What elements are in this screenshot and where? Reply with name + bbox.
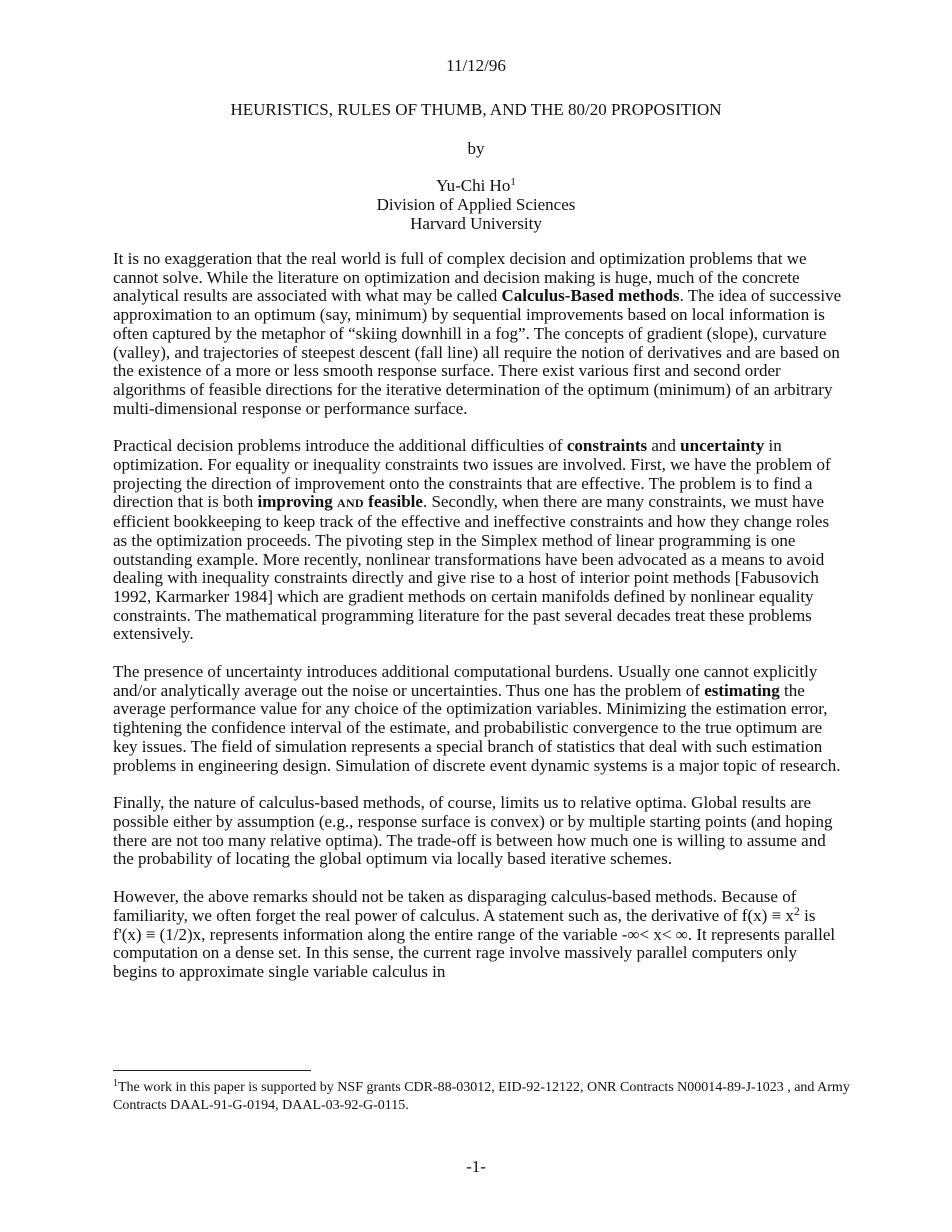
paragraph-4: Finally, the nature of calculus-based methods, of course, limits us to relative optima. Global results are possible either by assumption (e.g., response surface is convex) or by multiple starting points (and hoping there are not too many relative optima). The trade-off is between how much one is willing to assume and the probability of locating the global optimum via locally based iterative schemes.: [113, 793, 833, 869]
term-estimating: estimating: [704, 680, 780, 700]
term-calculus-based: Calculus-Based methods: [501, 286, 680, 306]
paragraph-5: However, the above remarks should not be taken as disparaging calculus-based methods. Because of familiarity, we often forget the real power of calculus. A statement such as, the derivative of $f(x) \equiv x^2$ is f'(x) ≡ (1/2)x, represents information along the entire range of the variable -∞< x< ∞. It represents parallel computation on a dense set. In this sense, the current rage involve massively parallel computers only begins to approximate single variable calculus in: [113, 887, 836, 981]
author-footnote-mark: 1: [510, 176, 516, 188]
term-and: AND: [337, 496, 364, 511]
footnote: [113, 1079, 883, 1115]
body-text: [113, 250, 845, 1001]
by-line: by: [467, 139, 485, 158]
term-feasible: feasible: [368, 492, 423, 512]
paragraph-3: The presence of uncertainty introduces additional computational burdens. Usually one cannot explicitly and/or analytically average out the noise or uncertainties. Thus one has the problem of estimating the average performance value for any choice of the optimization variables. Minimizing the estimation error, tightening the confidence interval of the estimate, and probabilistic convergence to the true optimum are key issues. The field of simulation represents a special branch of statistics that deal with such estimation problems in engineering design. Simulation of discrete event dynamic systems is a major topic of research.: [113, 662, 841, 775]
page-number: -1-: [466, 1157, 486, 1176]
paper-title: HEURISTICS, RULES OF THUMB, AND THE 80/20 PROPOSITION: [230, 100, 722, 119]
footnote-mark: 1: [113, 1078, 118, 1089]
author-name: Yu-Chi Ho: [436, 176, 511, 195]
term-improving: improving: [257, 492, 333, 512]
term-uncertainty: uncertainty: [680, 436, 765, 456]
term-constraints: constraints: [566, 436, 648, 456]
paragraph-2: Practical decision problems introduce the additional difficulties of constraints and uncertainty in optimization. For equality or inequality constraints two issues are involved. First, we have the problem of projecting the direction of improvement onto the constraints that are effective. The problem is to find a direction that is both improving AND feasible. Secondly, when there are many constraints, we must have efficient bookkeeping to keep track of the effective and ineffective constraints and how they change roles as the optimization proceeds. The pivoting step in the Simplex method of linear programming is one outstanding example. More recently, nonlinear transformations have been advocated as a means to avoid dealing with inequality constraints directly and give rise to a host of interior point methods [Fabusovich 1992, Karmarker 1984] which are gradient methods on certain manifolds defined by nonlinear equality constraints. The mathematical programming literature for the past several decades treat these problems extensively.: [113, 436, 831, 644]
author-division: Division of Applied Sciences: [376, 195, 576, 214]
footnote-divider: [113, 1070, 311, 1071]
paragraph-1: It is no exaggeration that the real world is full of complex decision and optimization problems that we cannot solve. While the literature on optimization and decision making is huge, much of the concrete analytical results are associated with what may be called Calculus-Based methods. The idea of successive approximation to an optimum (say, minimum) by sequential improvements based on local information is often captured by the metaphor of “skiing downhill in a fog”. The concepts of gradient (slope), curvature (valley), and trajectories of steepest descent (fall line) all require the notion of derivatives and are based on the existence of a more or less smooth response surface. There exist various first and second order algorithms of feasible directions for the iterative determination of the optimum (minimum) of an arbitrary multi-dimensional response or performance surface.: [113, 249, 842, 418]
author-university: Harvard University: [410, 214, 542, 233]
author-line: [0, 176, 952, 195]
footnote-text: The work in this paper is supported by NSF grants CDR-88-03012, EID-92-12122, ONR Contracts N00014-89-J-1023 , and Army Contracts DAAL-91-G-0194, DAAL-03-92-G-0115.: [113, 1080, 850, 1113]
date: 11/12/96: [446, 56, 506, 75]
exponent: 2: [793, 903, 800, 918]
